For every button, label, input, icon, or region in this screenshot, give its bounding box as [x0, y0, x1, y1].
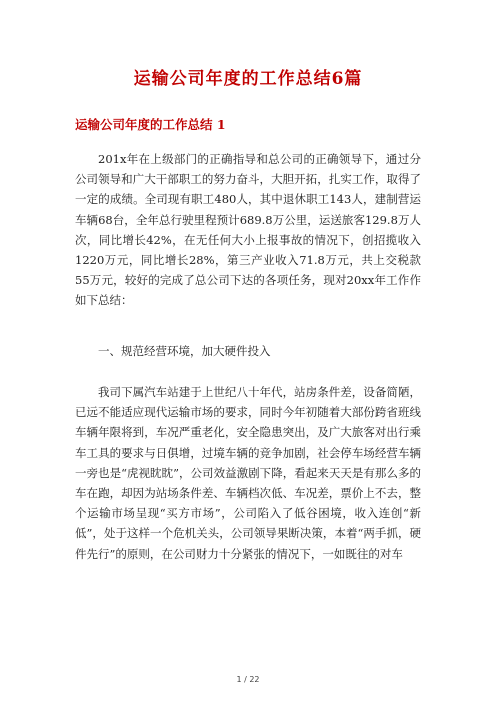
document-title: 运输公司年度的工作总结6篇: [133, 69, 363, 89]
paragraph-subheading: 一、规范经营环境，加大硬件投入: [98, 344, 271, 358]
page-number: 1 / 22: [236, 675, 260, 684]
section-heading: 运输公司年度的工作总结 1: [75, 117, 226, 132]
paragraph-body: 我司下属汽车站建于上世纪八十年代，站房条件差，设备简陋，已远不能适应现代运输市场的要求，同时今年初随着大部份跨省班线车辆年限将到，车况严重老化，安全隐患突出，及广大旅客对出行乘车工具的要求与日俱增，过境车辆的竞争加剧，社会停车场经营车辆一旁也是“虎视眈眈”，公司效益激剧下降，看起来天天是有那么多的车在跑，却因为站场条件差、车辆档次低、车况差，票价上不去，整个运输市场呈现“买方市场”，公司陷入了低谷困境，收入连创“新低”，处于这样一个危机关头，公司领导果断决策，本着“两手抓，硬件先行”的原则，在公司财力十分紧张的情况下，一如既往的对车: [75, 385, 421, 561]
paragraph-intro: 201x年在上级部门的正确指导和总公司的正确领导下，通过分公司领导和广大干部职工的努力奋斗，大胆开拓，扎实工作，取得了一定的成绩。全司现有职工480人，其中退休职工143人，建制营运车辆68台，全年总行驶里程预计689.8万公里，运送旅客129.8万人次，同比增长42%，在无任何大小上报事故的情况下，创招揽收入1220万元，同比增长28%，第三产业收入71.8万元，共上交税款55万元，较好的完成了总公司下达的各项任务，现对20xx年工作作如下总结：: [75, 152, 421, 308]
